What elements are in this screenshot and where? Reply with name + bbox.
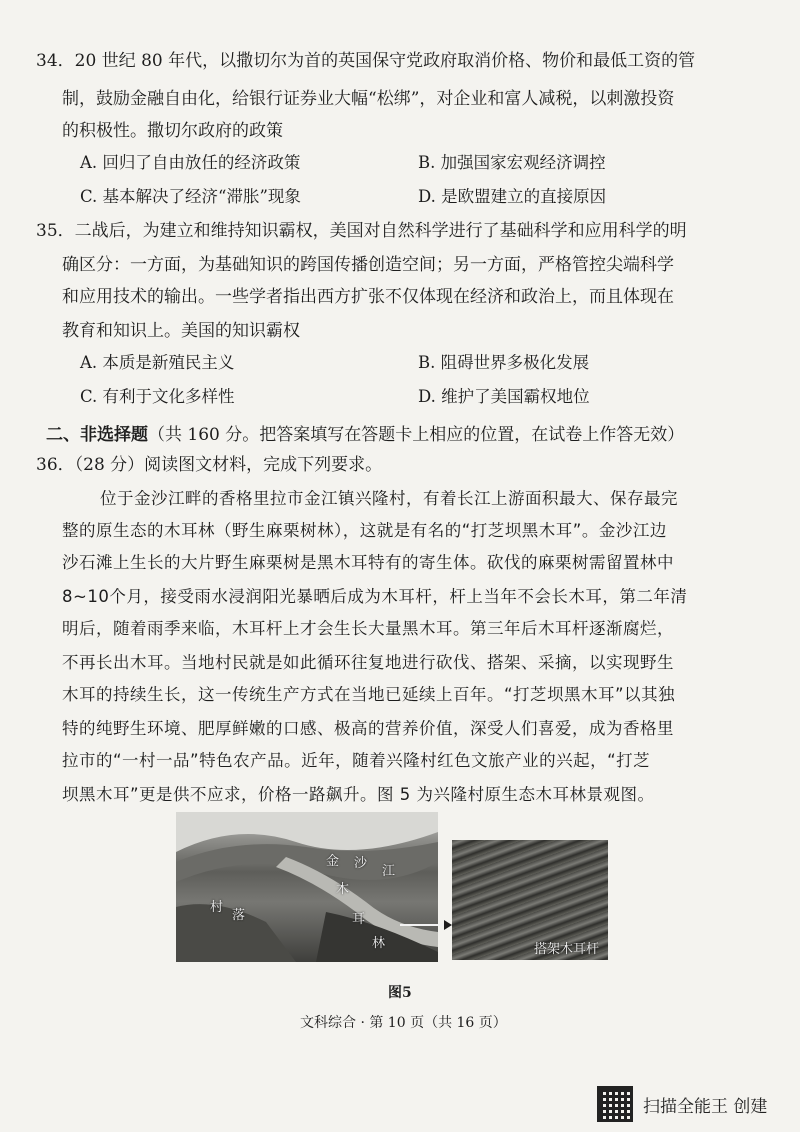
passage-line-7: 木耳的持续生长，这一传统生产方式在当地已延续上百年。“打芝坝黑木耳”以其独 xyxy=(62,685,676,704)
q34-line-1: 34．20 世纪 80 年代，以撒切尔为首的英国保守党政府取消价格、物价和最低工资的管 xyxy=(36,51,696,71)
landscape-photo xyxy=(176,812,438,962)
landscape-illustration xyxy=(176,812,438,962)
passage-line-10: 坝黑木耳”更是供不应求，价格一路飙升。图 5 为兴隆村原生态木耳林景观图。 xyxy=(62,785,655,804)
q34-option-d: D. 是欧盟建立的直接原因 xyxy=(418,187,607,206)
mushroom-poles-photo xyxy=(452,840,608,960)
q35-line-3: 和应用技术的输出。一些学者指出西方扩张不仅体现在经济和政治上，而且体现在 xyxy=(62,287,674,307)
q36-heading: 36．（28 分）阅读图文材料，完成下列要求。 xyxy=(36,455,383,475)
q34-option-b: B. 加强国家宏观经济调控 xyxy=(418,153,606,172)
q34-option-a: A. 回归了自由放任的经济政策 xyxy=(80,153,301,172)
label-jiang: 江 xyxy=(382,864,396,879)
q35-option-b: B. 阻碍世界多极化发展 xyxy=(418,353,590,372)
passage-line-4: 8~10个月，接受雨水浸润阳光暴晒后成为木耳杆，杆上当年不会长木耳，第二年清 xyxy=(62,587,688,606)
label-er: 耳 xyxy=(352,912,366,927)
q35-line-2: 确区分：一方面，为基础知识的跨国传播创造空间；另一方面，严格管控尖端科学 xyxy=(62,255,674,275)
label-cun: 村 xyxy=(210,900,224,915)
q35-option-d: D. 维护了美国霸权地位 xyxy=(418,387,590,406)
q35-line-4: 教育和知识上。美国的知识霸权 xyxy=(62,321,300,341)
watermark-text: 扫描全能王 创建 xyxy=(643,1096,768,1117)
section-two-title: 二、非选择题 xyxy=(46,425,148,445)
q35-option-c: C. 有利于文化多样性 xyxy=(80,387,235,406)
figure-caption: 图5 xyxy=(388,985,412,1001)
q35-option-a: A. 本质是新殖民主义 xyxy=(80,353,235,372)
label-luo: 落 xyxy=(232,908,246,923)
q35-line-1: 35．二战后，为建立和维持知识霸权，美国对自然科学进行了基础科学和应用科学的明 xyxy=(36,221,687,241)
q34-line-2: 制，鼓励金融自由化，给银行证券业大幅“松绑”，对企业和富人减税，以刺激投资 xyxy=(62,89,675,109)
label-jin: 金 xyxy=(326,854,340,869)
section-two-heading xyxy=(46,420,684,445)
passage-line-5: 明后，随着雨季来临，木耳杆上才会生长大量黑木耳。第三年后木耳杆逐渐腐烂， xyxy=(62,619,674,638)
arrow-right-icon xyxy=(400,918,452,932)
passage-line-9: 拉市的“一村一品”特色农产品。近年，随着兴隆村红色文旅产业的兴起，“打芝 xyxy=(62,751,651,770)
section-two-desc: （共 160 分。把答案填写在答题卡上相应的位置，在试卷上作答无效） xyxy=(148,425,685,445)
label-mu: 木 xyxy=(336,882,350,897)
passage-line-3: 沙石滩上生长的大片野生麻栗树是黑木耳特有的寄生体。砍伐的麻栗树需留置林中 xyxy=(62,553,674,572)
q34-line-3: 的积极性。撒切尔政府的政策 xyxy=(62,121,283,141)
passage-line-8: 特的纯野生环境、肥厚鲜嫩的口感、极高的营养价值，深受人们喜爱，成为香格里 xyxy=(62,719,674,738)
passage-line-1: 位于金沙江畔的香格里拉市金江镇兴隆村，有着长江上游面积最大、保存最完 xyxy=(100,489,678,508)
label-lin: 林 xyxy=(372,936,386,951)
scanner-watermark xyxy=(597,1086,767,1122)
label-poles: 搭架木耳杆 xyxy=(534,942,600,957)
passage-line-6: 不再长出木耳。当地村民就是如此循环往复地进行砍伐、搭架、采摘，以实现野生 xyxy=(62,653,674,672)
qr-code-icon xyxy=(597,1086,633,1122)
passage-line-2: 整的原生态的木耳林（野生麻栗树林），这就是有名的“打芝坝黑木耳”。金沙江边 xyxy=(62,521,667,540)
q34-option-c: C. 基本解决了经济“滞胀”现象 xyxy=(80,187,301,206)
page-footer: 文科综合 · 第 10 页（共 16 页） xyxy=(300,1015,507,1031)
label-sha: 沙 xyxy=(354,856,368,871)
